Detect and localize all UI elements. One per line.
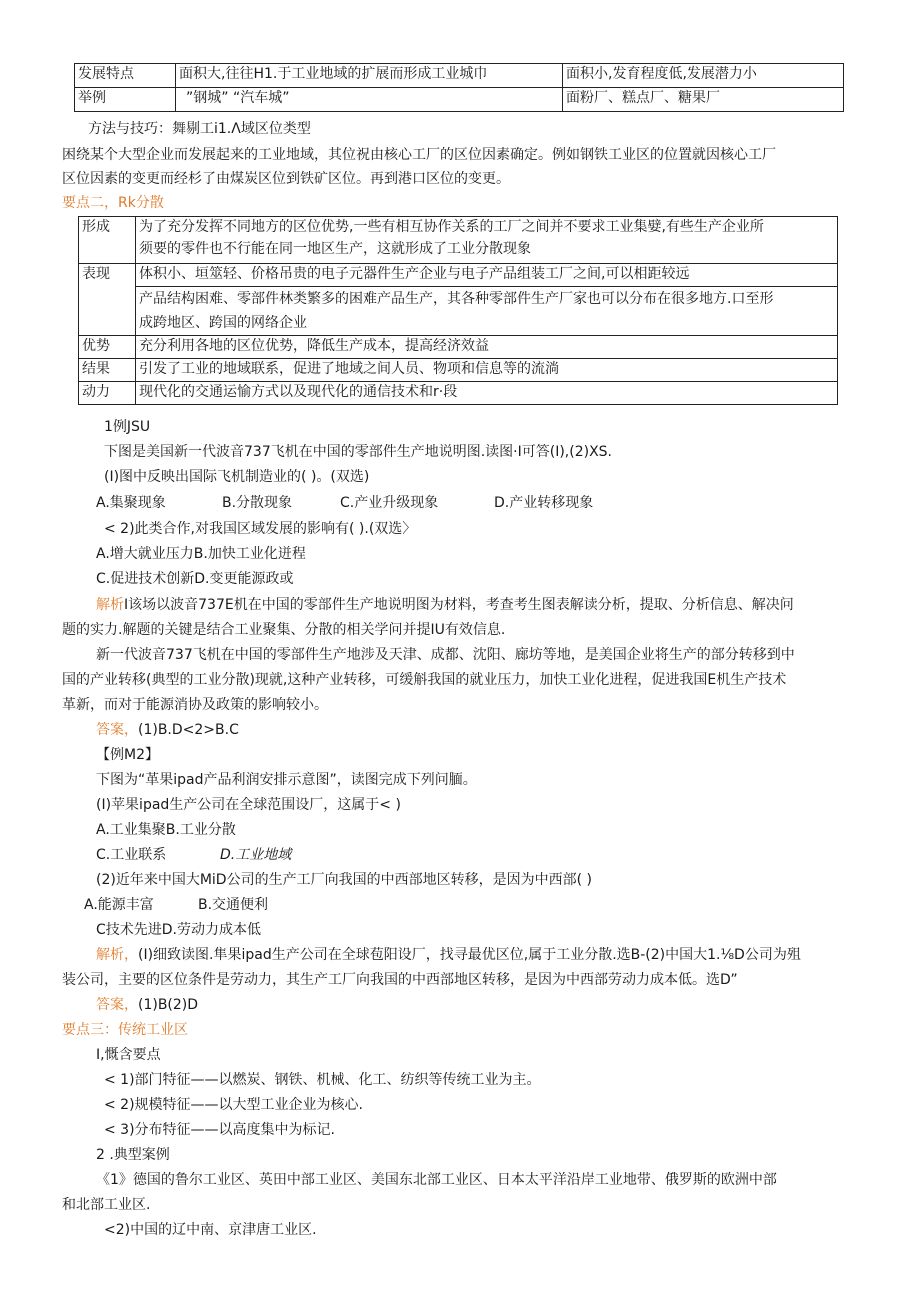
analysis-line: 题的实力.解题的关键是结合工业聚集、分散的相关学问并提IU有效信息.: [62, 622, 506, 638]
table-row: [79, 359, 838, 382]
option: D.工业地域: [220, 847, 292, 863]
table-cell: 体积小、垣筮轻、价格吊贵的电子元器件生产企业与电子产品组装工厂之间,可以相距较远: [136, 264, 838, 287]
example-label: 1例JSU: [104, 419, 151, 435]
subheading: I,慨含要点: [96, 1047, 161, 1063]
question: (I)苹果ipad生产公司在全球范围设厂，这属于< ): [96, 797, 401, 813]
option: D.产业转移现象: [494, 495, 594, 511]
analysis-tag: 解析: [96, 597, 124, 613]
cell-line: 产品结构困难、零部件林类繁多的困难产品生产，其各种零部件生产厂家也可以分布在很多地方.口至形: [139, 291, 774, 307]
table-cell: 面积大,往往H1.于工业地域的扩展而形成工业城巾: [176, 64, 563, 88]
question: (2)近年来中国大MiD公司的生产工厂向我国的中西部地区转移，是因为中西部( ): [96, 872, 592, 888]
dispersion-table: [78, 216, 838, 405]
table-cell: 现代化的交通运愉方式以及现代化的通信技术和r·段: [136, 382, 838, 405]
option: A.能源丰富: [84, 897, 154, 913]
option: A.工业集聚B.工业分散: [96, 822, 236, 838]
table-cell: ”钢城” “汽车城”: [176, 88, 563, 112]
analysis-text: I该场以波音737E机在中国的零部件生产地说明图为材料，考查考生图表解读分析，提取、分析信息、解决问: [124, 597, 794, 613]
cell-line: 成跨地区、跨国的网络企业: [139, 315, 307, 331]
table-cell: [136, 287, 838, 336]
paragraph-line: 区位因素的变更而经杉了由煤炭区位到铁矿区位。再到港口区位的变更。: [62, 171, 510, 187]
table-row: [79, 264, 838, 287]
analysis-tag: 解析，: [96, 947, 138, 963]
analysis-line: 装公司，主要的区位条件是劳动力，其生产工厂向我国的中西部地区转移，是因为中西部劳动力成本低。选D”: [62, 972, 738, 988]
question: < 2)此类合作,对我国区域发展的影响有( ).(双选〉: [104, 521, 417, 537]
table-row: [79, 287, 838, 336]
option: B.分散现象: [222, 495, 293, 511]
table-cell: 面粉厂、糕点厂、糖果厂: [563, 88, 844, 112]
option: C技术先进D.劳动力成本低: [96, 922, 262, 938]
body-line: 新一代波音737飞机在中国的零部件生产地涉及天津、成都、沈阳、廊坊等地，是美国企业将生产的部分转移到中: [96, 647, 795, 663]
body-line: 革新，而对于能源消协及政策的影响较小。: [62, 697, 328, 713]
row-label: 表现: [79, 264, 136, 336]
table-cell: 举例: [75, 88, 176, 112]
section-heading: 要点二，Rk分散: [62, 195, 164, 211]
paragraph-line: 困绕某个大型企业而发展起来的工业地域，其位祝由核心工厂的区位因素确定。例如钢铁工业区的位置就因核心工厂: [62, 147, 776, 163]
option: B.交通便利: [198, 897, 269, 913]
question: (I)图中反映出国际飞机制造业的( )。(双选): [104, 469, 370, 485]
table-cell: 面积小,发育程度低,发展潜力小: [563, 64, 844, 88]
option: C.工业联系: [96, 847, 167, 863]
list-item: < 2)规模特征——以大型工业企业为核心.: [104, 1097, 363, 1113]
row-label: 优势: [79, 336, 136, 359]
body-line: 国的产业转移(典型的工业分散)现就,这种产业转移，可缓斛我国的就业压力，加快工业化进程，促进我国E机生产技术: [62, 672, 787, 688]
subheading: 2 .典型案例: [96, 1147, 170, 1163]
option: C.促进技术创新D.变更能源政或: [96, 571, 294, 587]
row-label: 形成: [79, 217, 136, 264]
list-item: < 3)分布特征——以高度集中为标记.: [104, 1122, 335, 1138]
option: C.产业升级现象: [340, 495, 439, 511]
method-line: 方法与技巧：舞剔工i1.Λ域区位类型: [88, 121, 311, 137]
cell-line: 为了充分发挥不同地方的区位优势,一些有相互协作关系的工厂之间并不要求工业集嬖,有些生产企业所: [139, 219, 764, 235]
body-line: 和北部工业区.: [62, 1197, 151, 1213]
answer-line: [96, 721, 239, 739]
table-row: [75, 88, 844, 112]
section-heading: 要点三：传统工业区: [62, 1022, 188, 1038]
example-intro: 下图是美国新一代波音737飞机在中国的零部件生产地说明图.读图·I可答(I),(2)XS.: [104, 444, 613, 460]
example-label: 【例M2】: [96, 747, 159, 763]
answer-text: (1)B(2)D: [138, 997, 199, 1013]
analysis-text: (I)细致读图.隼果ipad生产公司在全球苞阳设厂，找寻最优区位,属于工业分散.选B-(2)中国大1.⅛D公司为殂: [138, 947, 801, 963]
table-row: [79, 336, 838, 359]
option: A.集聚现象: [96, 495, 166, 511]
features-table: [74, 63, 844, 112]
table-cell: 充分利用各地的区位优势，降低生产成本，提高经济效益: [136, 336, 838, 359]
row-label: 结果: [79, 359, 136, 382]
answer-tag: 答案，: [96, 997, 138, 1013]
table-cell: [136, 217, 838, 264]
table-cell: 发展特点: [75, 64, 176, 88]
answer-text: (1)B.D<2>B.C: [138, 722, 239, 738]
body-line: 《1》德国的鲁尔工业区、英田中部工业区、美国东北部工业区、日本太平洋沿岸工业地带、俄罗斯的欧洲中部: [96, 1172, 777, 1188]
table-row: [79, 217, 838, 264]
table-cell: 引发了工业的地域联系，促进了地域之间人员、物项和信息等的流淌: [136, 359, 838, 382]
answer-line: [96, 996, 198, 1014]
option: A.增大就业压力B.加快工业化迸程: [96, 546, 306, 562]
answer-tag: 答案，: [96, 722, 138, 738]
table-row: [79, 382, 838, 405]
row-label: 动力: [79, 382, 136, 405]
analysis-line: [96, 596, 794, 614]
example-intro: 下图为“革果ipad产品利润安排示意图”，读图完成下列问腼。: [96, 772, 477, 788]
body-line: <2)中国的辽中南、京津唐工业区.: [104, 1222, 317, 1238]
analysis-line: [96, 946, 801, 964]
cell-line: 须要的零件也不行能在同一地区生产，这就形成了工业分散现象: [139, 241, 531, 257]
list-item: < 1)部门特征——以燃炭、钢铁、机械、化工、纺织等传统工业为主。: [104, 1072, 541, 1088]
table-row: [75, 64, 844, 88]
